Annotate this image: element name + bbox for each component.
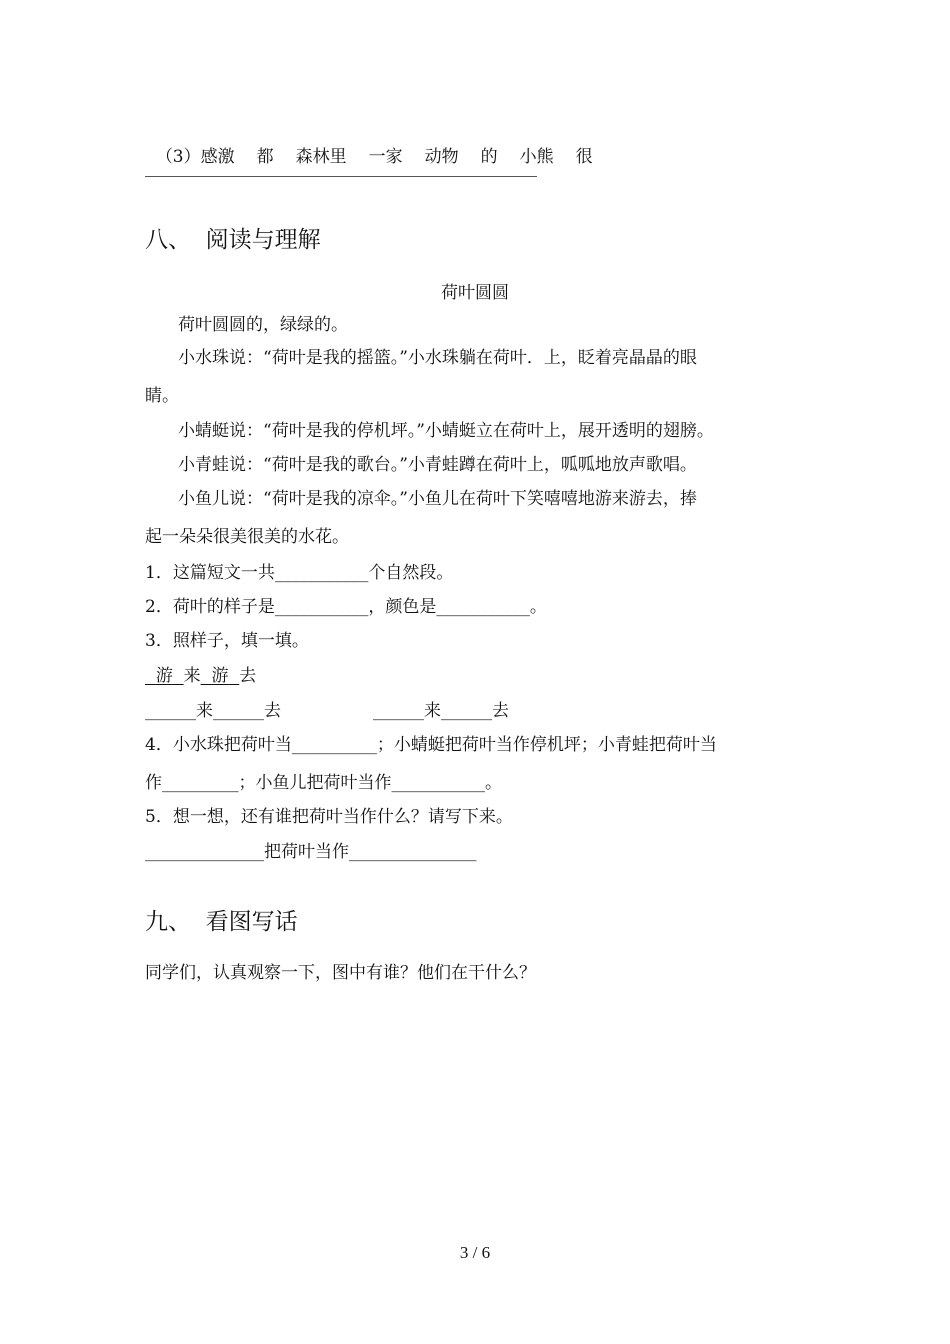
word: 都 [256, 147, 274, 167]
word: 小熊 [519, 147, 554, 167]
word: 一家 [368, 147, 403, 167]
question-4-line-2[interactable]: 作_________；小鱼儿把荷叶当作___________。 [145, 773, 502, 793]
word: 森林里 [295, 147, 347, 167]
passage-paragraph-cont: 睛。 [145, 386, 179, 406]
q3-blank-2[interactable]: ______来______去 [373, 701, 509, 721]
q7-3-label: （3） [155, 147, 201, 167]
question-5-answer[interactable]: ______________把荷叶当作_______________ [145, 842, 477, 862]
question-2[interactable]: 2．荷叶的样子是___________，颜色是___________。 [145, 597, 547, 617]
q3-blank-1[interactable]: ______来______去 [145, 701, 281, 721]
section-9-prompt: 同学们，认真观察一下，图中有谁？他们在干什么？ [145, 963, 536, 983]
passage-paragraph: 小青蛙说：“荷叶是我的歌台。”小青蛙蹲在荷叶上，呱呱地放声歌唱。 [178, 455, 697, 475]
q3-example: 游 来 游 去 [145, 664, 256, 688]
word: 很 [575, 147, 593, 167]
passage-paragraph: 小鱼儿说：“荷叶是我的凉伞。”小鱼儿在荷叶下笑嘻嘻地游来游去，捧 [178, 489, 697, 509]
word: 的 [480, 147, 498, 167]
section-8-heading: 八、 阅读与理解 [145, 227, 321, 253]
question-1[interactable]: 1．这篇短文一共___________个自然段。 [145, 563, 454, 583]
q3-example-blank: 游 [155, 666, 173, 686]
q7-3-word-list [145, 121, 615, 169]
q3-example-blank: 游 [211, 666, 229, 686]
question-4-line-1[interactable]: 4．小水珠把荷叶当__________；小蜻蜓把荷叶当作停机坪；小青蛙把荷叶当 [145, 735, 717, 755]
answer-line[interactable] [145, 176, 537, 177]
question-3: 3．照样子，填一填。 [145, 631, 309, 651]
passage-paragraph-cont: 起一朵朵很美很美的水花。 [145, 527, 349, 547]
passage-paragraph: 荷叶圆圆的，绿绿的。 [178, 315, 348, 335]
section-9-heading: 九、 看图写话 [145, 909, 298, 935]
page-number: 3 / 6 [459, 1243, 491, 1262]
question-5: 5．想一想，还有谁把荷叶当作什么？请写下来。 [145, 807, 513, 827]
word: 动物 [424, 147, 459, 167]
passage-title: 荷叶圆圆 [441, 283, 509, 303]
word: 感激 [200, 147, 235, 167]
passage-paragraph: 小水珠说：“荷叶是我的摇篮。”小水珠躺在荷叶．上，眨着亮晶晶的眼 [178, 348, 697, 368]
passage-paragraph: 小蜻蜓说：“荷叶是我的停机坪。”小蜻蜓立在荷叶上，展开透明的翅膀。 [178, 421, 714, 441]
